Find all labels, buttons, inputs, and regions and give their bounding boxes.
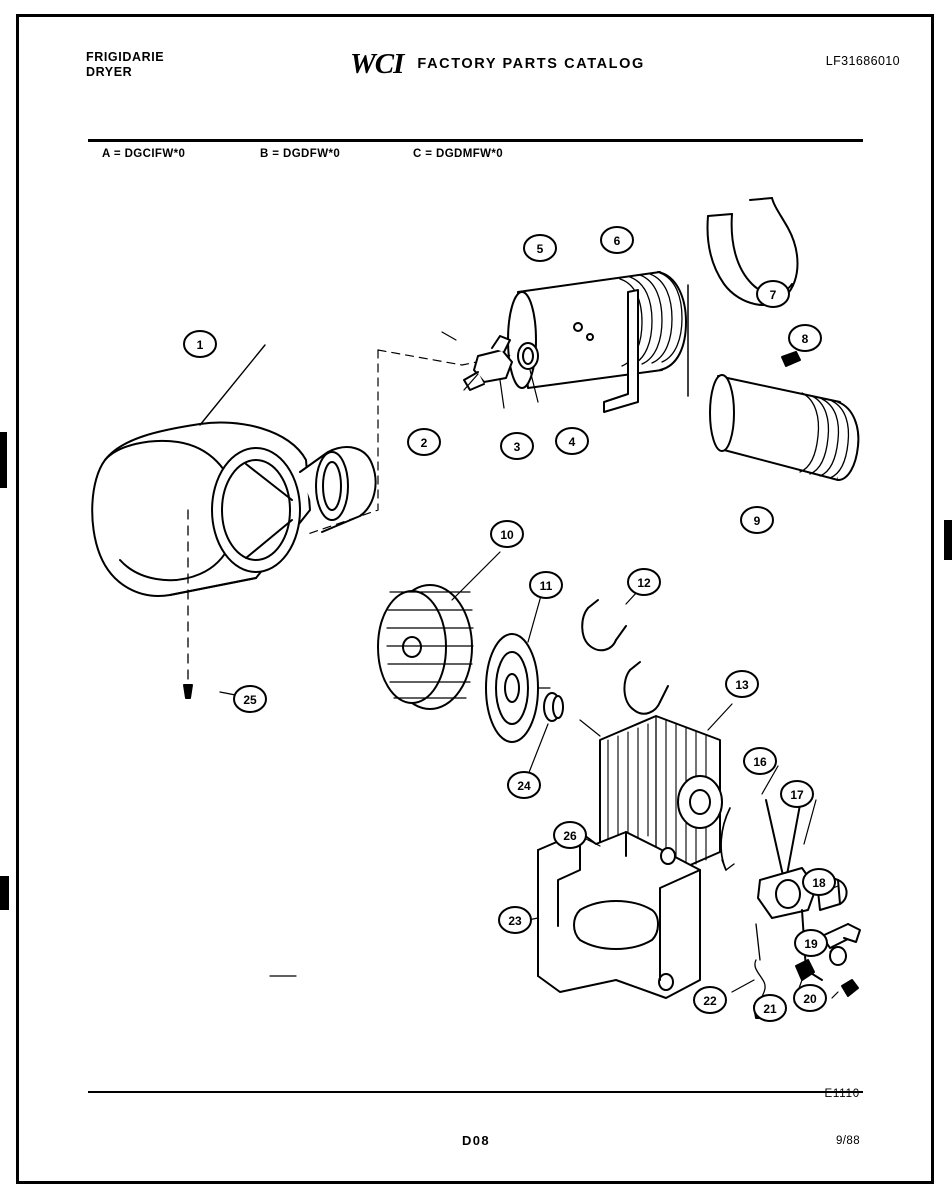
product-type: DRYER <box>86 65 133 79</box>
svg-text:8: 8 <box>801 332 809 346</box>
callout-8 <box>789 325 821 351</box>
duct-part-9 <box>710 375 858 480</box>
model-legend-b: B = DGDFW*0 <box>260 148 341 160</box>
callout-7 <box>757 281 789 307</box>
svg-text:6: 6 <box>613 234 621 248</box>
model-legend-c: C = DGDMFW*0 <box>413 148 504 160</box>
wci-logo: WCI <box>350 48 404 80</box>
catalog-title-block <box>350 50 645 79</box>
callout-26 <box>554 822 586 848</box>
svg-text:2: 2 <box>420 436 428 450</box>
svg-text:1: 1 <box>196 338 204 352</box>
callout-1 <box>184 331 216 357</box>
svg-text:18: 18 <box>812 876 826 890</box>
callout-16 <box>744 748 776 774</box>
parts-diagram-svg <box>60 180 900 1080</box>
model-legend-a: A = DGCIFW*0 <box>102 148 186 160</box>
svg-text:10: 10 <box>500 528 514 542</box>
callout-12 <box>628 569 660 595</box>
scan-mark-bottom <box>0 876 9 910</box>
callout-9 <box>741 507 773 533</box>
callout-18 <box>803 869 835 895</box>
svg-text:4: 4 <box>568 435 576 449</box>
catalog-title-text: FACTORY PARTS CATALOG <box>417 56 645 72</box>
footer-divider <box>88 1091 863 1093</box>
callout-25 <box>234 686 266 712</box>
blower-housing-part-1 <box>92 423 375 596</box>
callout-22 <box>694 987 726 1013</box>
callout-4 <box>556 428 588 454</box>
svg-text:17: 17 <box>790 788 804 802</box>
date-code: 9/88 <box>836 1135 860 1147</box>
svg-text:19: 19 <box>804 937 818 951</box>
svg-text:26: 26 <box>563 829 577 843</box>
motor-mount-part-23 <box>528 832 700 998</box>
svg-text:5: 5 <box>536 242 544 256</box>
scan-mark-right <box>944 520 952 560</box>
brand-block <box>86 50 164 80</box>
callout-20 <box>794 985 826 1011</box>
callout-11 <box>530 572 562 598</box>
page-code: D08 <box>461 1133 491 1148</box>
blower-wheel-part-10 <box>378 552 500 709</box>
svg-text:13: 13 <box>735 678 749 692</box>
callout-3 <box>501 433 533 459</box>
callout-2 <box>408 429 440 455</box>
svg-text:24: 24 <box>517 779 531 793</box>
model-legend <box>88 148 863 170</box>
header-divider <box>88 139 863 142</box>
callout-19 <box>795 930 827 956</box>
callout-10 <box>491 521 523 547</box>
callout-24 <box>508 772 540 798</box>
pulley-part-11 <box>486 585 550 742</box>
callout-23 <box>499 907 531 933</box>
svg-text:7: 7 <box>769 288 777 302</box>
svg-text:22: 22 <box>703 994 717 1008</box>
parts-diagram <box>60 180 900 1080</box>
screw-part-8 <box>782 352 800 366</box>
scan-mark-top <box>0 432 7 488</box>
svg-text:25: 25 <box>243 693 257 707</box>
duct-part-5 <box>508 272 686 388</box>
callout-6 <box>601 227 633 253</box>
svg-text:20: 20 <box>803 992 817 1006</box>
brand-name: FRIGIDARIE <box>86 50 165 64</box>
callout-17 <box>781 781 813 807</box>
page-header <box>60 42 900 92</box>
callout-13 <box>726 671 758 697</box>
callout-5 <box>524 235 556 261</box>
svg-text:21: 21 <box>763 1002 777 1016</box>
figure-code: E1110 <box>824 1088 860 1100</box>
svg-text:23: 23 <box>508 914 522 928</box>
clips-part-12 <box>582 580 668 714</box>
svg-text:9: 9 <box>753 514 761 528</box>
callout-21 <box>754 995 786 1021</box>
svg-text:16: 16 <box>753 755 767 769</box>
svg-text:11: 11 <box>539 579 553 593</box>
document-number: LF31686010 <box>825 54 900 68</box>
leader-1 <box>200 345 265 425</box>
svg-text:3: 3 <box>513 440 521 454</box>
svg-text:12: 12 <box>637 576 651 590</box>
